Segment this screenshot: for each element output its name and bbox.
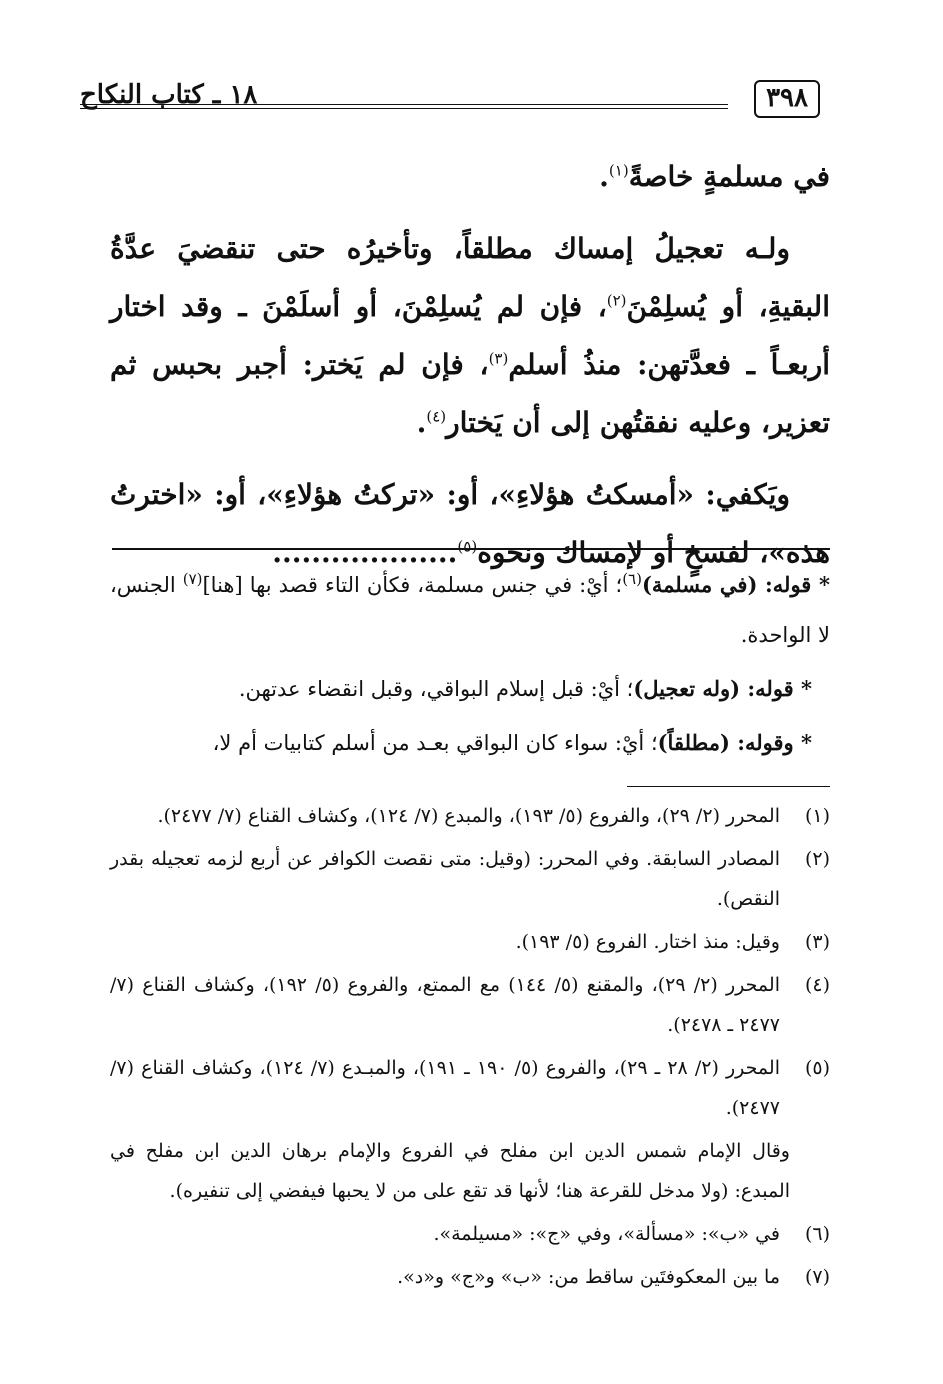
footnote-number: (١)	[804, 805, 830, 827]
footnote-rule	[627, 786, 830, 787]
footnote-ref: (١)	[608, 161, 629, 180]
footnote-ref: (٧)	[182, 570, 203, 588]
footnote: (٤) المحرر (٢/ ٢٩)، والمقنع (٥/ ١٤٤) مع الممتع، والفروع (٥/ ١٩٢)، وكشاف القناع (٧/ ٢٤٧٧ ـ ٢٤٧٨).	[110, 965, 830, 1045]
footnote-number: (٥)	[804, 1057, 830, 1079]
footnote-number: (٧)	[804, 1266, 830, 1288]
page-number: ٣٩٨	[754, 80, 820, 118]
footnote-ref: (٢)	[606, 291, 627, 310]
footnote: (٣) وقيل: منذ اختار. الفروع (٥/ ١٩٣).	[110, 922, 830, 962]
footnote-number: (٢)	[804, 848, 830, 870]
footnote: (٧) ما بين المعكوفتَين ساقط من: «ب» و«ج» و«د».	[110, 1257, 830, 1297]
running-title: ١٨ ـ كتاب النكاح	[80, 80, 258, 110]
footnote-number: (٣)	[804, 931, 830, 953]
commentary	[110, 560, 830, 772]
main-text	[110, 148, 830, 596]
footnote: (١) المحرر (٢/ ٢٩)، والفروع (٥/ ١٩٣)، والمبدع (٧/ ١٢٤)، وكشاف القناع (٧/ ٢٤٧٧).	[110, 796, 830, 836]
main-paragraph-1: في مسلمةٍ خاصةً$^{(١)}$.	[599, 160, 830, 193]
commentary-item-2: * قوله: (وله تعجيل)؛ أيْ: قبل إسلام البواقي، وقبل انقضاء عدتهن.	[238, 676, 812, 701]
main-paragraph-3: ويَكفي: «أمسكتُ هؤلاءِ»، أو: «تركتُ هؤلاءِ»، أو: «اخترتُ هذه»، لفسخٍ أو لإمساك ونحوه$^{(٥)}$...................	[110, 478, 830, 569]
footnote-ref: (٥)	[457, 537, 478, 556]
footnote-ref: (٤)	[426, 407, 447, 426]
footnotes	[110, 796, 830, 1300]
main-paragraph-2: ولـه تعجيلُ إمساك مطلقاً، وتأخيرُه حتى تنقضيَ عدَّةُ البقيةِ، أو يُسلِمْنَ$^{(٢)}$، فإن لم يُسلِمْنَ، أو أسلَمْنَ ـ وقد اختار أربعـاً ـ فعدَّتهن: منذُ أسلم$^{(٣)}$، فإن لم يَختر: أجبر بحبس ثم تعزير، وعليه نفقتُهن إلى أن يَختار$^{(٤)}$.	[110, 232, 831, 439]
commentary-item-3: * وقوله: (مطلقاً)؛ أيْ: سواء كان البواقي بعـد من أسلم كتابيات أم لا،	[212, 730, 812, 755]
commentary-item-1: * قوله: (في مسلمة)$^{(٦)}$؛ أيْ: في جنس مسلمة، فكأن التاء قصد بها [هنا]$^{(٧)}$ الجنس، لا الواحدة.	[110, 570, 830, 647]
footnote: (٢) المصادر السابقة. وفي المحرر: (وقيل: متى نقصت الكوافر عن أربع لزمه تعجيله بقدر النقص).	[110, 839, 830, 919]
footnote: (٥) المحرر (٢/ ٢٨ ـ ٢٩)، والفروع (٥/ ١٩٠ ـ ١٩١)، والمبـدع (٧/ ١٢٤)، وكشاف القناع (٧/ ٢٤٧٧).	[110, 1048, 830, 1128]
footnote-ref: (٣)	[488, 349, 509, 368]
footnote-continuation: وقال الإمام شمس الدين ابن مفلح في الفروع والإمام برهان الدين ابن مفلح في المبدع: (ولا مدخل للقرعة هنا؛ لأنها قد تقع على من لا يحبها فيفضي إلى تنفيره).	[110, 1140, 790, 1202]
page-header	[80, 80, 820, 130]
footnote-number: (٦)	[804, 1223, 830, 1245]
footnote-ref: (٦)	[622, 570, 642, 588]
leader-dots: ...................	[272, 536, 458, 569]
footnote-number: (٤)	[804, 974, 830, 996]
main-text-rule	[112, 548, 830, 550]
footnote: (٦) في «ب»: «مسألة»، وفي «ج»: «مسيلمة».	[110, 1214, 830, 1254]
